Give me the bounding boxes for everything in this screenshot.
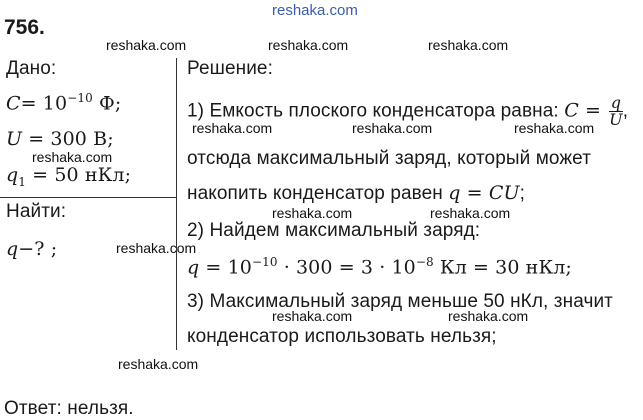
capacitance-exponent: −10 — [67, 91, 93, 105]
given-solution-divider — [176, 58, 177, 350]
voltage-value: = 300 В; — [22, 128, 114, 150]
find-rest: −? ; — [18, 238, 58, 260]
given-voltage — [6, 128, 114, 151]
watermark: reshaka.com — [272, 308, 353, 324]
step2-q: q — [187, 256, 200, 279]
step2-mid: · 300 = 3 · 10 — [277, 256, 416, 279]
step2-line1: 2) Найдем максимальный заряд: — [187, 220, 481, 241]
step1-comma: , — [622, 100, 629, 122]
step2-exp1: −10 — [251, 255, 278, 269]
watermark: reshaka.com — [118, 356, 199, 372]
given-charge — [6, 164, 131, 189]
step1-formula-CU: CU — [488, 182, 520, 204]
watermark: reshaka.com — [448, 308, 529, 324]
watermark: reshaka.com — [352, 120, 433, 136]
step1-line3 — [187, 182, 525, 205]
step1-C: C — [564, 99, 579, 122]
watermark-top: reshaka.com — [272, 2, 358, 19]
watermark: reshaka.com — [116, 240, 197, 256]
answer: Ответ: нельзя. — [4, 398, 134, 419]
watermark: reshaka.com — [192, 120, 273, 136]
step2-formula — [187, 255, 572, 279]
given-find-divider — [0, 197, 176, 198]
watermark: reshaka.com — [106, 37, 187, 53]
charge-value: = 50 нКл; — [26, 164, 132, 186]
step1-text: 1) Емкость плоского конденсатора равна: — [187, 100, 565, 122]
step3-line1: 3) Максимальный заряд меньше 50 нКл, значит — [187, 291, 613, 312]
given-header: Дано: — [6, 58, 57, 79]
find-header: Найти: — [6, 201, 67, 222]
fraction-numerator: q — [610, 93, 622, 112]
step1-formula-end: ; — [519, 183, 526, 204]
step1-formula-q: q — [448, 182, 461, 204]
watermark: reshaka.com — [430, 205, 511, 221]
step1-line2: отсюда максимальный заряд, который может — [187, 148, 592, 169]
fraction-denominator: U — [609, 110, 623, 129]
solution-header: Решение: — [187, 58, 273, 79]
step3-line2: конденсатор использовать нельзя; — [187, 326, 497, 347]
charge-symbol: q — [6, 164, 19, 186]
step2-eq1: = 10 — [199, 256, 252, 279]
watermark: reshaka.com — [272, 205, 353, 221]
capacitance-symbol: C — [6, 92, 21, 115]
step1-eq: = — [578, 99, 608, 122]
find-symbol: q — [6, 238, 19, 260]
find-target — [6, 238, 57, 261]
step1-fraction — [609, 93, 623, 129]
watermark: reshaka.com — [32, 149, 113, 165]
step2-end: Кл = 30 нКл; — [433, 256, 572, 279]
step1-line3-text: накопить конденсатор равен — [187, 183, 449, 204]
watermark: reshaka.com — [514, 120, 595, 136]
capacitance-unit: Ф; — [92, 92, 122, 115]
watermark: reshaka.com — [268, 37, 349, 53]
capacitance-value: = 10 — [20, 92, 68, 115]
watermark: reshaka.com — [428, 37, 509, 53]
charge-subscript: 1 — [18, 174, 27, 189]
given-capacitance — [6, 91, 121, 115]
voltage-symbol: U — [6, 128, 23, 150]
problem-number: 756. — [4, 16, 45, 39]
step1-formula-eq: = — [460, 182, 489, 204]
step2-exp2: −8 — [415, 255, 434, 269]
